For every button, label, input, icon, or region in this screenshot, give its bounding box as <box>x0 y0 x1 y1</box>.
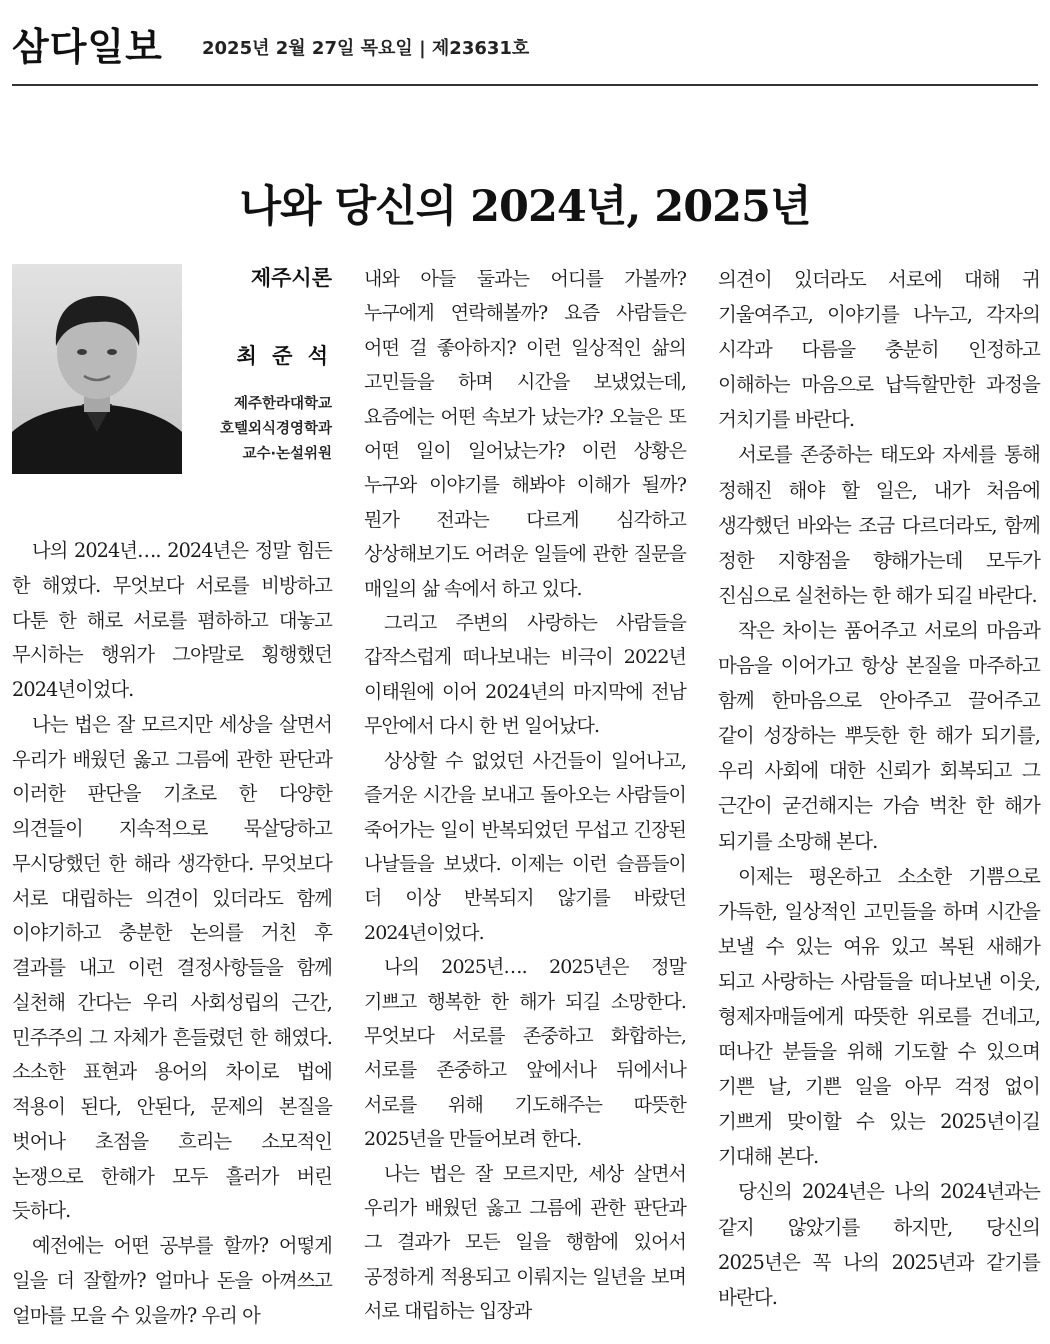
author-title-line: 호텔외식경영학과 <box>219 421 332 437</box>
masthead-divider <box>12 84 1038 86</box>
article-column-1 <box>12 534 332 1333</box>
byline-box <box>12 264 332 474</box>
paragraph: 의견이 있더라도 서로에 대해 귀 기울여주고, 이야기를 나누고, 각자의 시각과 다름을 충분히 인정하고 이해하는 마음으로 납득할만한 과정을 거치기를 바란다. <box>718 268 1040 432</box>
newspaper-logo: 삼다일보 <box>12 25 163 69</box>
paragraph: 서로를 존중하는 태도와 자세를 통해 정해진 해야 할 일은, 내가 처음에 생각했던 바와는 조금 다르더라도, 함께 정한 지향점을 향해가는데 모두가 진심으로 실천하는 한 해가 되길 바란다. <box>718 443 1040 607</box>
author-title-line: 제주한라대학교 <box>233 396 332 412</box>
author-affiliation <box>220 392 332 467</box>
paragraph: 그리고 주변의 사랑하는 사람들을 갑작스럽게 떠나보내는 비극이 2022년 이태원에 이어 2024년의 마지막에 전남 무안에서 다시 한 번 일어났다. <box>364 612 686 738</box>
author-portrait-icon <box>12 264 182 474</box>
article-column-2 <box>364 262 686 1329</box>
paragraph: 나의 2024년…. 2024년은 정말 힘든 한 해였다. 무엇보다 서로를 비방하고 다툰 한 해로 서로를 폄하하고 대놓고 무시하는 행위가 그야말로 횡행했던 2024년이었다. <box>12 539 332 701</box>
column-section-name: 제주시론 <box>250 266 332 290</box>
paragraph: 나는 법은 잘 모르지만, 세상 살면서 우리가 배웠던 옳고 그름에 관한 판단과 그 결과가 모든 일을 행함에 있어서 공정하게 적용되고 이뤄지는 일년을 보며 서로 대립하는 입장과 <box>364 1162 686 1323</box>
paragraph: 이제는 평온하고 소소한 기쁨으로 가득한, 일상적인 고민들을 하며 시간을 보낼 수 있는 여유 있고 복된 새해가 되고 사랑하는 사람들을 떠나보낸 이웃, 형제자매들에게 따뜻한 위로를 건네고, 떠나간 분들을 위해 기도할 수 있으며 기쁜 날, 기쁜 일을 아무 걱정 없이 기쁘게 맞이할 수 있는 2025년이길 기대해 본다. <box>718 864 1040 1169</box>
paragraph: 예전에는 어떤 공부를 할까? 어떻게 일을 더 잘할까? 얼마나 돈을 아껴쓰고 얼마를 모을 수 있을까? 우리 아 <box>12 1234 332 1327</box>
article-headline: 나와 당신의 2024년, 2025년 <box>239 181 811 232</box>
paragraph: 나의 2025년…. 2025년은 정말 기쁘고 행복한 한 해가 되길 소망한다. 무엇보다 서로를 존중하고 화합하는, 서로를 존중하고 앞에서나 뒤에서나 서로를 위해 기도해주는 따뜻한 2025년을 만들어보려 한다. <box>364 956 686 1151</box>
paragraph: 당신의 2024년은 나의 2024년과는 같지 않았기를 하지만, 당신의 2025년은 꼭 나의 2025년과 같기를 바란다. <box>718 1180 1040 1309</box>
paragraph: 내와 아들 둘과는 어디를 가볼까? 누구에게 연락해볼까? 요즘 사람들은 어떤 걸 좋아하지? 이런 일상적인 삶의 고민들을 하며 시간을 보냈었는데, 요즘에는 어떤 속보가 났는가? 오늘은 또 어떤 일이 일어났는가? 이런 상황은 누구와 이야기를 해봐야 이해가 될까? 뭔가 전과는 다르게 심각하고 상상해보기도 어려운 일들에 관한 질문을 매일의 삶 속에서 하고 있다. <box>364 268 686 600</box>
author-photo <box>12 264 182 474</box>
article-column-3 <box>718 262 1040 1315</box>
paragraph: 상상할 수 없었던 사건들이 일어나고, 즐거운 시간을 보내고 돌아오는 사람들이 죽어가는 일이 반복되었던 무섭고 긴장된 나날들을 보냈다. 이제는 이런 슬픔들이 더 이상 반복되지 않기를 바랐던 2024년이었다. <box>364 749 686 944</box>
author-title-line: 교수·논설위원 <box>242 446 332 462</box>
paragraph: 작은 차이는 품어주고 서로의 마음과 마음을 이어가고 항상 본질을 마주하고 함께 한마음으로 안아주고 끌어주고 같이 성장하는 뿌듯한 한 해가 되기를, 우리 사회에 대한 신뢰가 회복되고 그 근간이 굳건해지는 가슴 벅찬 한 해가 되기를 소망해 본다. <box>718 618 1040 853</box>
dateline: 2025년 2월 27일 목요일 | 제23631호 <box>202 38 530 59</box>
masthead <box>12 22 1038 84</box>
paragraph: 나는 법은 잘 모르지만 세상을 살면서 우리가 배웠던 옳고 그름에 관한 판단과 이러한 판단을 기초로 한 다양한 의견들이 지속적으로 묵살당하고 무시당했던 한 해라 생각한다. 무엇보다 서로 대립하는 의견이 있더라도 함께 이야기하고 충분한 논의를 거친 후 결과를 내고 이런 결정사항들을 함께 실천해 간다는 우리 사회성립의 근간, 민주주의 그 자체가 흔들렸던 한 해였다. 소소한 표현과 용어의 차이로 법에 적용이 된다, 안된다, 문제의 본질을 벗어나 초점을 흐리는 소모적인 논쟁으로 한해가 모두 흘러가 버린 듯하다. <box>12 712 332 1223</box>
author-name: 최 준 석 <box>236 344 332 368</box>
